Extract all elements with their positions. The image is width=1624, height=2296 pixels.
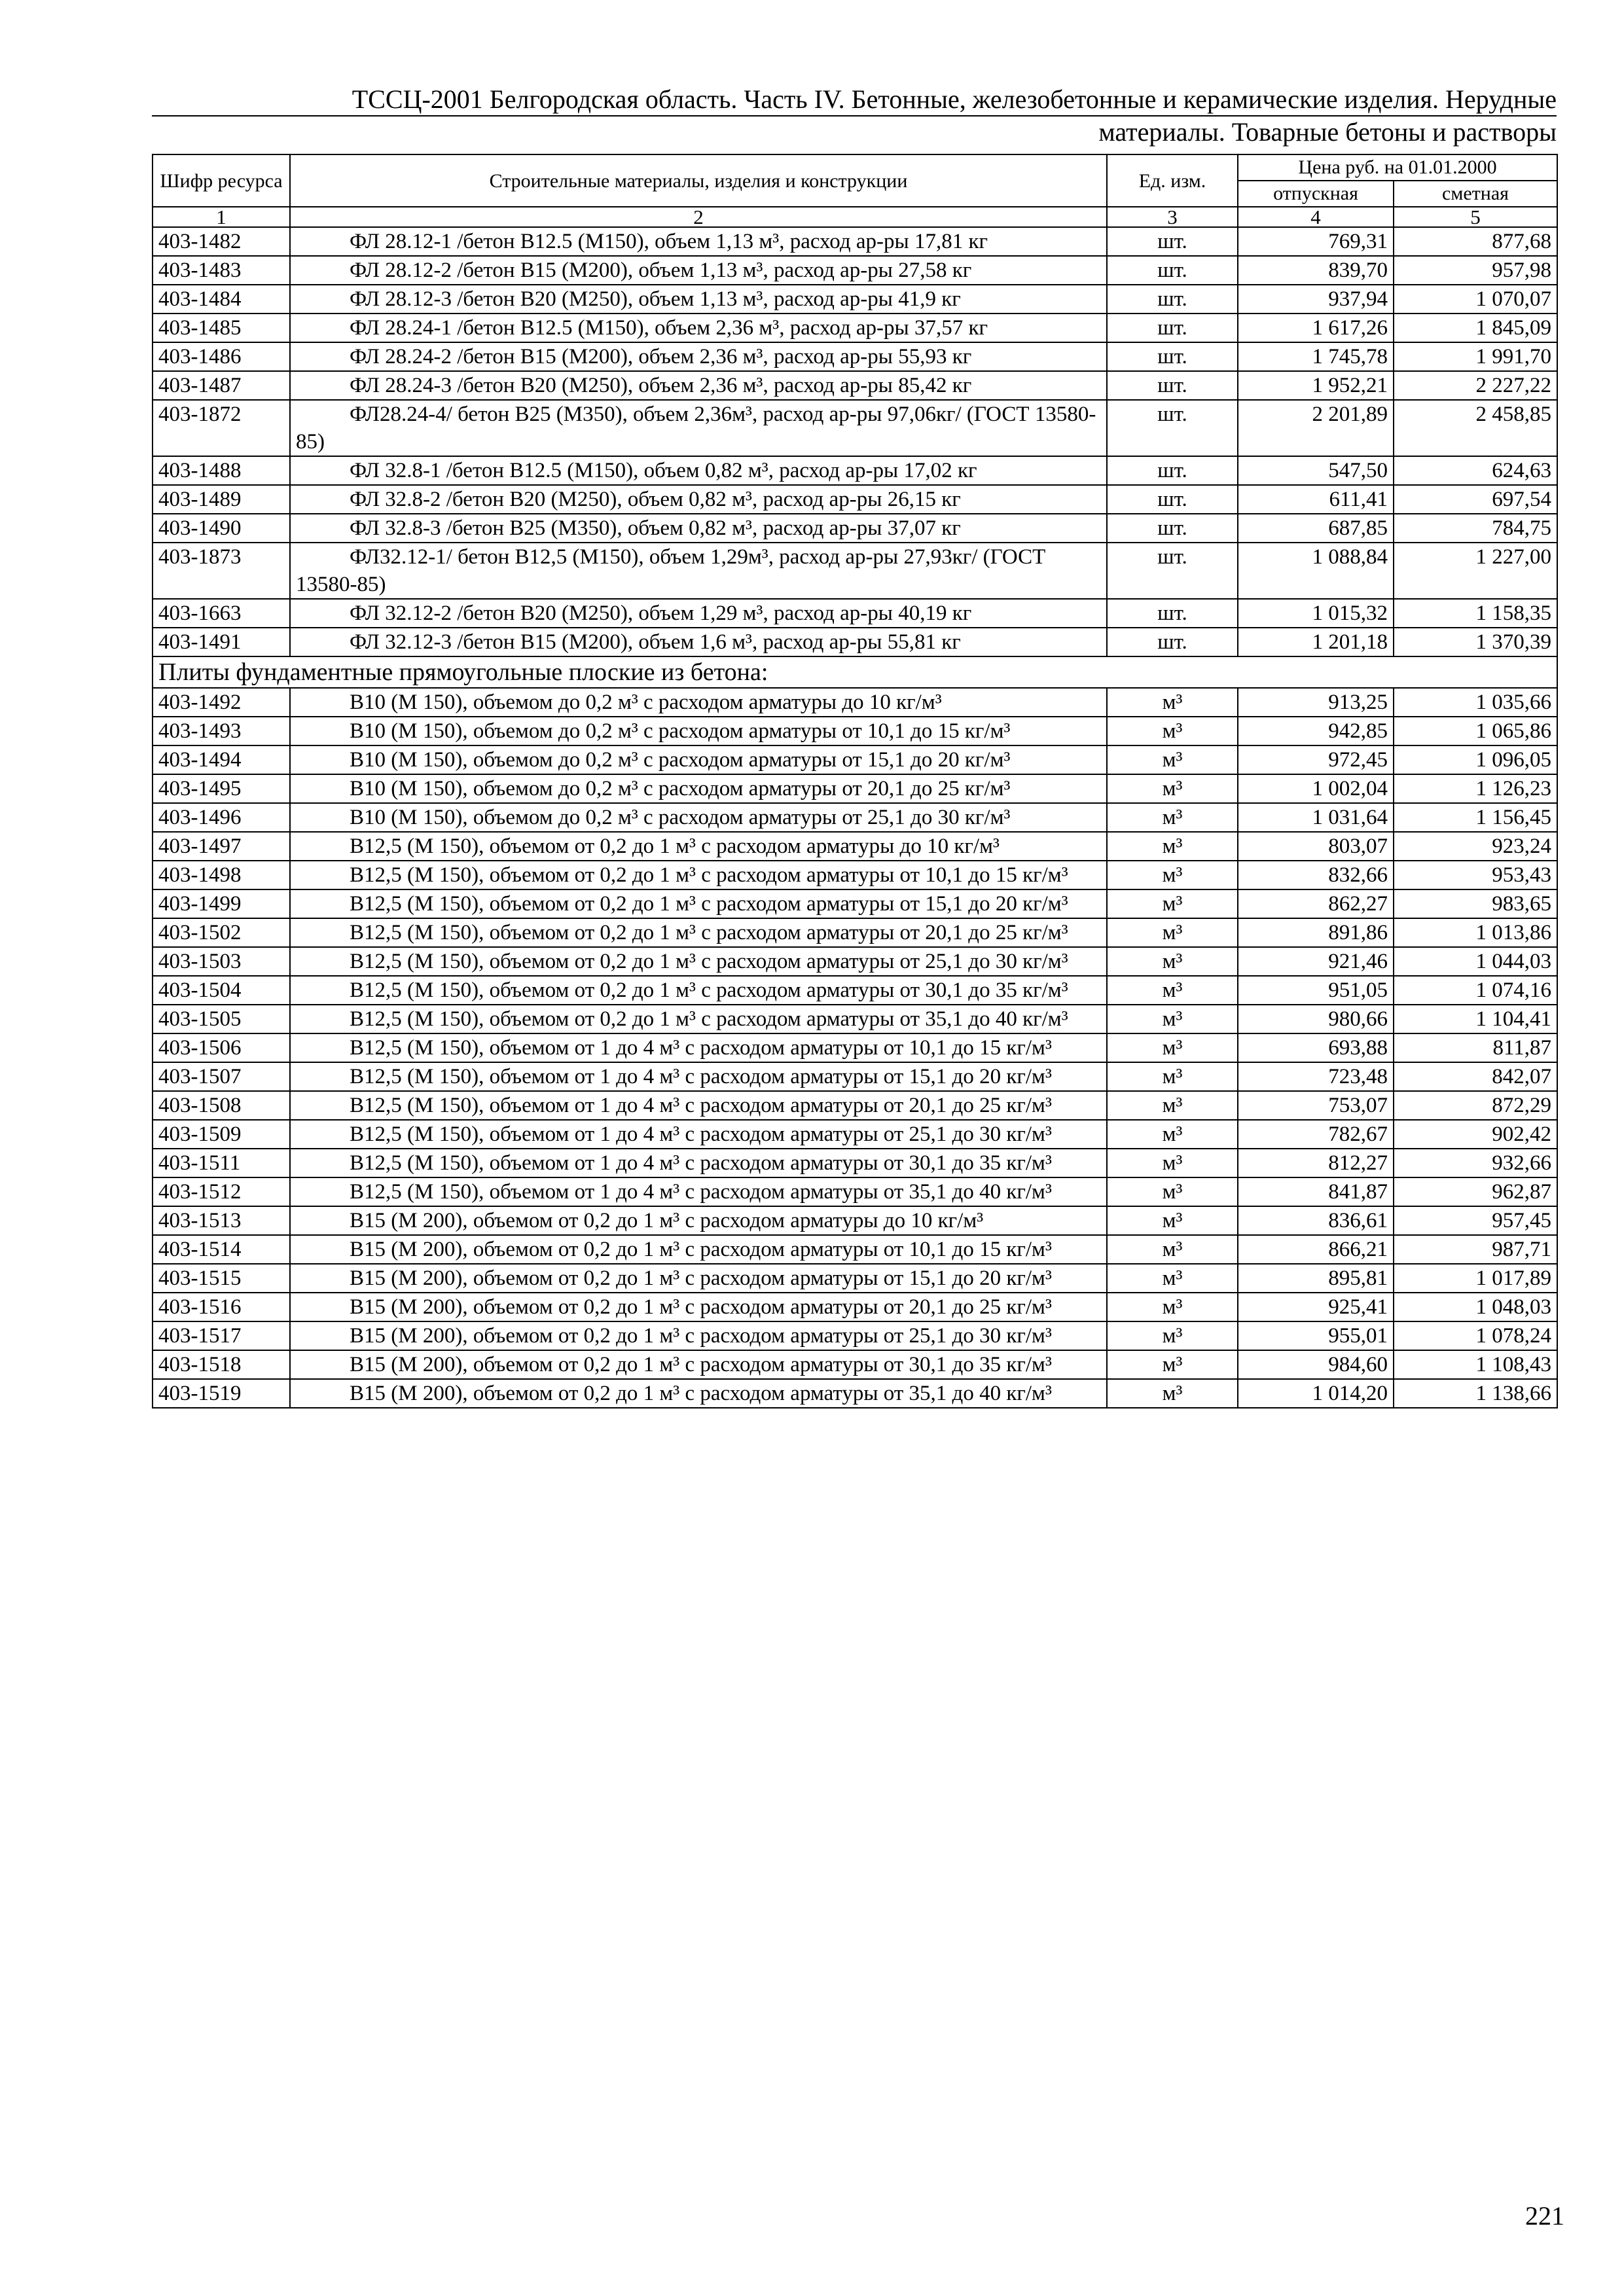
cell-unit: м³	[1107, 1235, 1238, 1264]
cell-unit: м³	[1107, 688, 1238, 717]
cell-estimate-price: 902,42	[1394, 1120, 1557, 1149]
table-row	[153, 889, 1557, 918]
table-row	[153, 1350, 1557, 1379]
cell-estimate-price: 957,45	[1394, 1206, 1557, 1235]
cell-unit: м³	[1107, 832, 1238, 861]
cell-unit: шт.	[1107, 599, 1238, 628]
cell-unit: м³	[1107, 1293, 1238, 1321]
table-row	[153, 1149, 1557, 1177]
cell-name: В10 (М 150), объемом до 0,2 м³ с расходом арматуры от 25,1 до 30 кг/м³	[290, 803, 1107, 832]
cell-code: 403-1663	[153, 599, 290, 628]
cell-release-price: 1 088,84	[1238, 543, 1394, 599]
cell-estimate-price: 1 070,07	[1394, 285, 1557, 314]
cell-name: ФЛ 32.8-1 /бетон В12.5 (М150), объем 0,82 м³, расход ар-ры 17,02 кг	[290, 456, 1107, 485]
cell-release-price: 547,50	[1238, 456, 1394, 485]
cell-unit: м³	[1107, 861, 1238, 889]
cell-name: ФЛ 32.12-3 /бетон В15 (М200), объем 1,6 м³, расход ар-ры 55,81 кг	[290, 628, 1107, 656]
cell-release-price: 1 014,20	[1238, 1379, 1394, 1408]
cell-code: 403-1492	[153, 688, 290, 717]
cell-release-price: 1 745,78	[1238, 342, 1394, 371]
cell-code: 403-1494	[153, 745, 290, 774]
table-row	[153, 918, 1557, 947]
cell-unit: шт.	[1107, 285, 1238, 314]
cell-release-price: 1 617,26	[1238, 314, 1394, 342]
cell-code: 403-1512	[153, 1177, 290, 1206]
cell-code: 403-1487	[153, 371, 290, 400]
table-row	[153, 803, 1557, 832]
table-row	[153, 400, 1557, 456]
col-name-header: Строительные материалы, изделия и конструкции	[290, 154, 1107, 207]
page-number: 221	[1525, 2201, 1564, 2231]
table-row	[153, 1206, 1557, 1235]
cell-unit: м³	[1107, 889, 1238, 918]
cell-name: В12,5 (М 150), объемом от 0,2 до 1 м³ с расходом арматуры от 25,1 до 30 кг/м³	[290, 947, 1107, 976]
cell-unit: шт.	[1107, 314, 1238, 342]
cell-unit: шт.	[1107, 227, 1238, 256]
cell-name: В12,5 (М 150), объемом от 0,2 до 1 м³ с расходом арматуры от 20,1 до 25 кг/м³	[290, 918, 1107, 947]
cell-estimate-price: 1 078,24	[1394, 1321, 1557, 1350]
header-line-1: ТССЦ-2001 Белгородская область. Часть IV. Бетонные, железобетонные и керамические изделия. Нерудные	[152, 84, 1557, 117]
table-row	[153, 745, 1557, 774]
cell-estimate-price: 1 048,03	[1394, 1293, 1557, 1321]
cell-estimate-price: 1 156,45	[1394, 803, 1557, 832]
table-section	[153, 656, 1557, 688]
table-row	[153, 285, 1557, 314]
table-row	[153, 1062, 1557, 1091]
table-body-fl	[153, 227, 1557, 656]
cell-code: 403-1873	[153, 543, 290, 599]
cell-estimate-price: 1 991,70	[1394, 342, 1557, 371]
table-row	[153, 1033, 1557, 1062]
cell-code: 403-1517	[153, 1321, 290, 1350]
cell-estimate-price: 1 227,00	[1394, 543, 1557, 599]
cell-unit: шт.	[1107, 628, 1238, 656]
cell-code: 403-1505	[153, 1005, 290, 1033]
cell-estimate-price: 983,65	[1394, 889, 1557, 918]
cell-unit: м³	[1107, 1177, 1238, 1206]
table-row	[153, 227, 1557, 256]
table-row	[153, 342, 1557, 371]
cell-name: В10 (М 150), объемом до 0,2 м³ с расходом арматуры от 20,1 до 25 кг/м³	[290, 774, 1107, 803]
table-row	[153, 1235, 1557, 1264]
table-row	[153, 1177, 1557, 1206]
cell-name: В10 (М 150), объемом до 0,2 м³ с расходом арматуры до 10 кг/м³	[290, 688, 1107, 717]
cell-release-price: 753,07	[1238, 1091, 1394, 1120]
cell-name: В12,5 (М 150), объемом от 1 до 4 м³ с расходом арматуры от 10,1 до 15 кг/м³	[290, 1033, 1107, 1062]
cell-unit: м³	[1107, 745, 1238, 774]
cell-estimate-price: 1 370,39	[1394, 628, 1557, 656]
cell-name: В15 (М 200), объемом от 0,2 до 1 м³ с расходом арматуры от 20,1 до 25 кг/м³	[290, 1293, 1107, 1321]
cell-estimate-price: 1 126,23	[1394, 774, 1557, 803]
cell-release-price: 942,85	[1238, 717, 1394, 745]
cell-code: 403-1482	[153, 227, 290, 256]
cell-code: 403-1483	[153, 256, 290, 285]
cell-name: В15 (М 200), объемом от 0,2 до 1 м³ с расходом арматуры от 35,1 до 40 кг/м³	[290, 1379, 1107, 1408]
col-number: 1	[153, 207, 290, 227]
cell-release-price: 891,86	[1238, 918, 1394, 947]
cell-name: ФЛ32.12-1/ бетон В12,5 (М150), объем 1,29м³, расход ар-ры 27,93кг/ (ГОСТ 13580-85)	[290, 543, 1107, 599]
cell-estimate-price: 2 227,22	[1394, 371, 1557, 400]
table-row	[153, 314, 1557, 342]
cell-estimate-price: 1 108,43	[1394, 1350, 1557, 1379]
col-estimate-header: сметная	[1394, 181, 1557, 207]
cell-code: 403-1513	[153, 1206, 290, 1235]
table-row	[153, 456, 1557, 485]
table-body-plates	[153, 688, 1557, 1408]
cell-release-price: 937,94	[1238, 285, 1394, 314]
cell-release-price: 955,01	[1238, 1321, 1394, 1350]
cell-name: ФЛ 28.12-3 /бетон В20 (М250), объем 1,13 м³, расход ар-ры 41,9 кг	[290, 285, 1107, 314]
cell-name: В15 (М 200), объемом от 0,2 до 1 м³ с расходом арматуры от 10,1 до 15 кг/м³	[290, 1235, 1107, 1264]
cell-estimate-price: 1 074,16	[1394, 976, 1557, 1005]
cell-name: В12,5 (М 150), объемом от 0,2 до 1 м³ с расходом арматуры от 10,1 до 15 кг/м³	[290, 861, 1107, 889]
cell-unit: м³	[1107, 1062, 1238, 1091]
cell-name: В15 (М 200), объемом от 0,2 до 1 м³ с расходом арматуры от 15,1 до 20 кг/м³	[290, 1264, 1107, 1293]
cell-name: В10 (М 150), объемом до 0,2 м³ с расходом арматуры от 10,1 до 15 кг/м³	[290, 717, 1107, 745]
section-title: Плиты фундаментные прямоугольные плоские из бетона:	[153, 656, 1557, 688]
table-row	[153, 371, 1557, 400]
cell-code: 403-1518	[153, 1350, 290, 1379]
cell-code: 403-1503	[153, 947, 290, 976]
cell-unit: м³	[1107, 1206, 1238, 1235]
running-header	[152, 84, 1557, 147]
cell-name: В12,5 (М 150), объемом от 0,2 до 1 м³ с расходом арматуры от 30,1 до 35 кг/м³	[290, 976, 1107, 1005]
cell-release-price: 812,27	[1238, 1149, 1394, 1177]
cell-name: В15 (М 200), объемом от 0,2 до 1 м³ с расходом арматуры от 25,1 до 30 кг/м³	[290, 1321, 1107, 1350]
table-row	[153, 861, 1557, 889]
cell-unit: м³	[1107, 976, 1238, 1005]
cell-unit: м³	[1107, 1120, 1238, 1149]
cell-code: 403-1484	[153, 285, 290, 314]
cell-unit: шт.	[1107, 256, 1238, 285]
cell-unit: м³	[1107, 1091, 1238, 1120]
cell-code: 403-1519	[153, 1379, 290, 1408]
cell-release-price: 1 201,18	[1238, 628, 1394, 656]
cell-estimate-price: 624,63	[1394, 456, 1557, 485]
col-price-header: Цена руб. на 01.01.2000	[1238, 154, 1557, 181]
cell-code: 403-1488	[153, 456, 290, 485]
col-number: 5	[1394, 207, 1557, 227]
cell-code: 403-1491	[153, 628, 290, 656]
cell-code: 403-1504	[153, 976, 290, 1005]
cell-estimate-price: 784,75	[1394, 514, 1557, 543]
cell-unit: м³	[1107, 947, 1238, 976]
cell-release-price: 839,70	[1238, 256, 1394, 285]
cell-name: ФЛ 28.12-1 /бетон В12.5 (М150), объем 1,13 м³, расход ар-ры 17,81 кг	[290, 227, 1107, 256]
cell-name: В12,5 (М 150), объемом от 0,2 до 1 м³ с расходом арматуры от 35,1 до 40 кг/м³	[290, 1005, 1107, 1033]
table-row	[153, 628, 1557, 656]
cell-estimate-price: 697,54	[1394, 485, 1557, 514]
table-row	[153, 599, 1557, 628]
cell-estimate-price: 1 104,41	[1394, 1005, 1557, 1033]
cell-name: В12,5 (М 150), объемом от 1 до 4 м³ с расходом арматуры от 30,1 до 35 кг/м³	[290, 1149, 1107, 1177]
cell-estimate-price: 1 044,03	[1394, 947, 1557, 976]
price-table	[152, 154, 1558, 1408]
cell-name: В12,5 (М 150), объемом от 1 до 4 м³ с расходом арматуры от 25,1 до 30 кг/м³	[290, 1120, 1107, 1149]
col-number: 2	[290, 207, 1107, 227]
table-header	[153, 154, 1557, 227]
table-row	[153, 514, 1557, 543]
header-line-2: материалы. Товарные бетоны и растворы	[1098, 117, 1557, 147]
cell-unit: шт.	[1107, 485, 1238, 514]
cell-unit: м³	[1107, 1149, 1238, 1177]
table-row	[153, 1120, 1557, 1149]
cell-code: 403-1499	[153, 889, 290, 918]
cell-release-price: 862,27	[1238, 889, 1394, 918]
cell-estimate-price: 1 096,05	[1394, 745, 1557, 774]
cell-code: 403-1490	[153, 514, 290, 543]
table-row	[153, 1264, 1557, 1293]
col-unit-header: Ед. изм.	[1107, 154, 1238, 207]
cell-release-price: 1 002,04	[1238, 774, 1394, 803]
table-row	[153, 947, 1557, 976]
cell-estimate-price: 842,07	[1394, 1062, 1557, 1091]
cell-name: В12,5 (М 150), объемом от 0,2 до 1 м³ с расходом арматуры до 10 кг/м³	[290, 832, 1107, 861]
cell-code: 403-1496	[153, 803, 290, 832]
cell-estimate-price: 1 017,89	[1394, 1264, 1557, 1293]
cell-estimate-price: 1 013,86	[1394, 918, 1557, 947]
cell-code: 403-1511	[153, 1149, 290, 1177]
cell-release-price: 723,48	[1238, 1062, 1394, 1091]
table-row	[153, 1321, 1557, 1350]
cell-code: 403-1493	[153, 717, 290, 745]
cell-name: В15 (М 200), объемом от 0,2 до 1 м³ с расходом арматуры от 30,1 до 35 кг/м³	[290, 1350, 1107, 1379]
cell-code: 403-1507	[153, 1062, 290, 1091]
cell-unit: м³	[1107, 1033, 1238, 1062]
cell-estimate-price: 987,71	[1394, 1235, 1557, 1264]
cell-unit: шт.	[1107, 371, 1238, 400]
cell-unit: м³	[1107, 1379, 1238, 1408]
cell-release-price: 2 201,89	[1238, 400, 1394, 456]
cell-code: 403-1497	[153, 832, 290, 861]
cell-release-price: 832,66	[1238, 861, 1394, 889]
cell-code: 403-1486	[153, 342, 290, 371]
cell-estimate-price: 1 035,66	[1394, 688, 1557, 717]
cell-code: 403-1498	[153, 861, 290, 889]
cell-name: В12,5 (М 150), объемом от 1 до 4 м³ с расходом арматуры от 35,1 до 40 кг/м³	[290, 1177, 1107, 1206]
table-row	[153, 1293, 1557, 1321]
cell-unit: м³	[1107, 1350, 1238, 1379]
cell-name: ФЛ 28.24-3 /бетон В20 (М250), объем 2,36 м³, расход ар-ры 85,42 кг	[290, 371, 1107, 400]
table-row	[153, 1091, 1557, 1120]
cell-code: 403-1489	[153, 485, 290, 514]
table-row	[153, 717, 1557, 745]
cell-unit: м³	[1107, 918, 1238, 947]
cell-code: 403-1485	[153, 314, 290, 342]
cell-name: ФЛ28.24-4/ бетон В25 (М350), объем 2,36м³, расход ар-ры 97,06кг/ (ГОСТ 13580-85)	[290, 400, 1107, 456]
table-row	[153, 485, 1557, 514]
cell-release-price: 1 031,64	[1238, 803, 1394, 832]
cell-release-price: 782,67	[1238, 1120, 1394, 1149]
cell-name: В12,5 (М 150), объемом от 1 до 4 м³ с расходом арматуры от 15,1 до 20 кг/м³	[290, 1062, 1107, 1091]
cell-release-price: 980,66	[1238, 1005, 1394, 1033]
cell-code: 403-1502	[153, 918, 290, 947]
cell-release-price: 921,46	[1238, 947, 1394, 976]
table-row	[153, 1379, 1557, 1408]
cell-release-price: 972,45	[1238, 745, 1394, 774]
cell-release-price: 866,21	[1238, 1235, 1394, 1264]
cell-name: В10 (М 150), объемом до 0,2 м³ с расходом арматуры от 15,1 до 20 кг/м³	[290, 745, 1107, 774]
cell-name: ФЛ 28.24-1 /бетон В12.5 (М150), объем 2,36 м³, расход ар-ры 37,57 кг	[290, 314, 1107, 342]
cell-name: ФЛ 28.24-2 /бетон В15 (М200), объем 2,36 м³, расход ар-ры 55,93 кг	[290, 342, 1107, 371]
cell-estimate-price: 1 158,35	[1394, 599, 1557, 628]
cell-release-price: 687,85	[1238, 514, 1394, 543]
table-row	[153, 832, 1557, 861]
table-row	[153, 774, 1557, 803]
cell-code: 403-1514	[153, 1235, 290, 1264]
cell-unit: шт.	[1107, 400, 1238, 456]
cell-name: В12,5 (М 150), объемом от 0,2 до 1 м³ с расходом арматуры от 15,1 до 20 кг/м³	[290, 889, 1107, 918]
cell-unit: м³	[1107, 1264, 1238, 1293]
cell-estimate-price: 1 845,09	[1394, 314, 1557, 342]
table-row	[153, 543, 1557, 599]
cell-unit: шт.	[1107, 342, 1238, 371]
cell-release-price: 895,81	[1238, 1264, 1394, 1293]
cell-name: ФЛ 32.8-3 /бетон В25 (М350), объем 0,82 м³, расход ар-ры 37,07 кг	[290, 514, 1107, 543]
cell-release-price: 803,07	[1238, 832, 1394, 861]
cell-estimate-price: 923,24	[1394, 832, 1557, 861]
col-number: 3	[1107, 207, 1238, 227]
col-release-header: отпускная	[1238, 181, 1394, 207]
cell-unit: м³	[1107, 1321, 1238, 1350]
table-row	[153, 256, 1557, 285]
cell-estimate-price: 811,87	[1394, 1033, 1557, 1062]
table-row	[153, 688, 1557, 717]
cell-estimate-price: 932,66	[1394, 1149, 1557, 1177]
cell-name: В15 (М 200), объемом от 0,2 до 1 м³ с расходом арматуры до 10 кг/м³	[290, 1206, 1107, 1235]
cell-release-price: 984,60	[1238, 1350, 1394, 1379]
cell-name: ФЛ 32.8-2 /бетон В20 (М250), объем 0,82 м³, расход ар-ры 26,15 кг	[290, 485, 1107, 514]
table-row	[153, 976, 1557, 1005]
cell-release-price: 841,87	[1238, 1177, 1394, 1206]
col-number: 4	[1238, 207, 1394, 227]
cell-release-price: 1 015,32	[1238, 599, 1394, 628]
cell-unit: шт.	[1107, 456, 1238, 485]
cell-name: В12,5 (М 150), объемом от 1 до 4 м³ с расходом арматуры от 20,1 до 25 кг/м³	[290, 1091, 1107, 1120]
cell-estimate-price: 1 065,86	[1394, 717, 1557, 745]
cell-name: ФЛ 32.12-2 /бетон В20 (М250), объем 1,29 м³, расход ар-ры 40,19 кг	[290, 599, 1107, 628]
cell-release-price: 693,88	[1238, 1033, 1394, 1062]
cell-estimate-price: 2 458,85	[1394, 400, 1557, 456]
cell-estimate-price: 962,87	[1394, 1177, 1557, 1206]
cell-name: ФЛ 28.12-2 /бетон В15 (М200), объем 1,13 м³, расход ар-ры 27,58 кг	[290, 256, 1107, 285]
cell-unit: шт.	[1107, 543, 1238, 599]
table-row	[153, 1005, 1557, 1033]
cell-unit: м³	[1107, 717, 1238, 745]
cell-estimate-price: 957,98	[1394, 256, 1557, 285]
cell-unit: м³	[1107, 803, 1238, 832]
cell-code: 403-1506	[153, 1033, 290, 1062]
cell-release-price: 1 952,21	[1238, 371, 1394, 400]
cell-estimate-price: 1 138,66	[1394, 1379, 1557, 1408]
cell-code: 403-1495	[153, 774, 290, 803]
cell-release-price: 951,05	[1238, 976, 1394, 1005]
cell-release-price: 925,41	[1238, 1293, 1394, 1321]
cell-unit: шт.	[1107, 514, 1238, 543]
col-code-header: Шифр ресурса	[153, 154, 290, 207]
cell-unit: м³	[1107, 1005, 1238, 1033]
cell-estimate-price: 953,43	[1394, 861, 1557, 889]
cell-unit: м³	[1107, 774, 1238, 803]
cell-code: 403-1515	[153, 1264, 290, 1293]
cell-code: 403-1516	[153, 1293, 290, 1321]
cell-release-price: 769,31	[1238, 227, 1394, 256]
cell-estimate-price: 872,29	[1394, 1091, 1557, 1120]
cell-code: 403-1508	[153, 1091, 290, 1120]
cell-estimate-price: 877,68	[1394, 227, 1557, 256]
cell-release-price: 611,41	[1238, 485, 1394, 514]
cell-release-price: 913,25	[1238, 688, 1394, 717]
cell-code: 403-1509	[153, 1120, 290, 1149]
cell-release-price: 836,61	[1238, 1206, 1394, 1235]
cell-code: 403-1872	[153, 400, 290, 456]
